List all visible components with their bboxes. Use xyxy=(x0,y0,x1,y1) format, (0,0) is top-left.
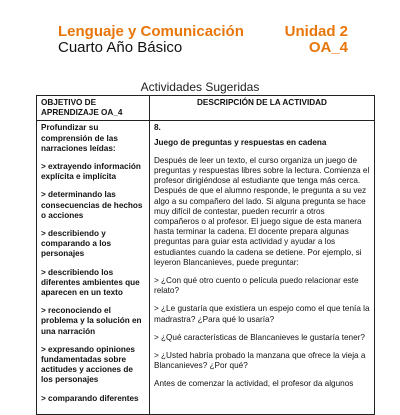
header-left xyxy=(58,24,244,56)
objective-item: > comparando diferentes xyxy=(41,393,139,403)
objective-item: > extrayendo información explícita e implícita xyxy=(41,162,141,182)
col-header-objective: OBJETIVO DE APRENDIZAJE OA_4 xyxy=(37,96,150,121)
activity-question: > ¿Usted habría probado la manzana que ofrece la vieja a Blancanieves? ¿Por qué? xyxy=(154,351,366,371)
col-header-description: DESCRIPCIÓN DE LA ACTIVIDAD xyxy=(150,96,375,121)
activities-table xyxy=(36,95,375,415)
grade-title: Cuarto Año Básico xyxy=(58,39,183,56)
objective-item: > describiendo y comparando a los personajes xyxy=(41,229,112,259)
objective-item: > describiendo los diferentes ambientes que aparecen en un texto xyxy=(41,267,140,298)
header-right xyxy=(285,24,348,56)
objectives-cell xyxy=(37,121,150,414)
activity-title: Juego de preguntas y respuestas en cadena xyxy=(154,137,327,147)
objective-item: > determinando las consecuencias de hechos o acciones xyxy=(41,190,143,220)
unit-label: Unidad 2 xyxy=(284,23,348,40)
subject-title: Lenguaje y Comunicación xyxy=(58,23,244,40)
objective-item: > expresando opiniones fundamentadas sobre actitudes y acciones de los personajes xyxy=(41,344,135,385)
table-header-row xyxy=(37,96,375,121)
activity-question: > ¿Le gustaría que existiera un espejo como el que tenía la madrastra? ¿Para qué lo usaría? xyxy=(154,304,370,324)
activity-closing: Antes de comenzar la actividad, el profesor da algunos xyxy=(154,379,354,389)
activity-question: > ¿Qué características de Blancanieves le gustaría tener? xyxy=(154,332,365,342)
table-row xyxy=(37,121,375,414)
activity-question: > ¿Con qué otro cuento o película puedo relacionar este relato? xyxy=(154,276,359,296)
activity-description: Después de leer un texto, el curso organiza un juego de preguntas y respuestas libres sobre la lectura. Comienza el profesor dirigiéndose al estudiante que tenga más cerca. Después de que el alumno responde, le pregunta a su vez algo a su compañero del lado. Si alguna pregunta se hace muy difícil de contestar, pueden recurrir a otros compañeros o al profesor. El juego sigue de esta manera hasta terminar la cadena. El docente prepara algunas preguntas para guiar esta actividad y ayudar a los estudiantes cuando la cadena se detiene. Por ejemplo, si leyeron Blancanieves, puede preguntar: xyxy=(154,155,370,267)
activity-cell xyxy=(150,121,375,414)
objective-item: Profundizar su comprensión de las narraciones leídas: xyxy=(41,123,118,153)
objective-code: OA_4 xyxy=(308,39,348,56)
section-title: Actividades Sugeridas xyxy=(140,80,260,94)
objective-item: > reconociendo el problema y la solución en una narración xyxy=(41,306,142,336)
activity-number: 8. xyxy=(154,123,161,133)
